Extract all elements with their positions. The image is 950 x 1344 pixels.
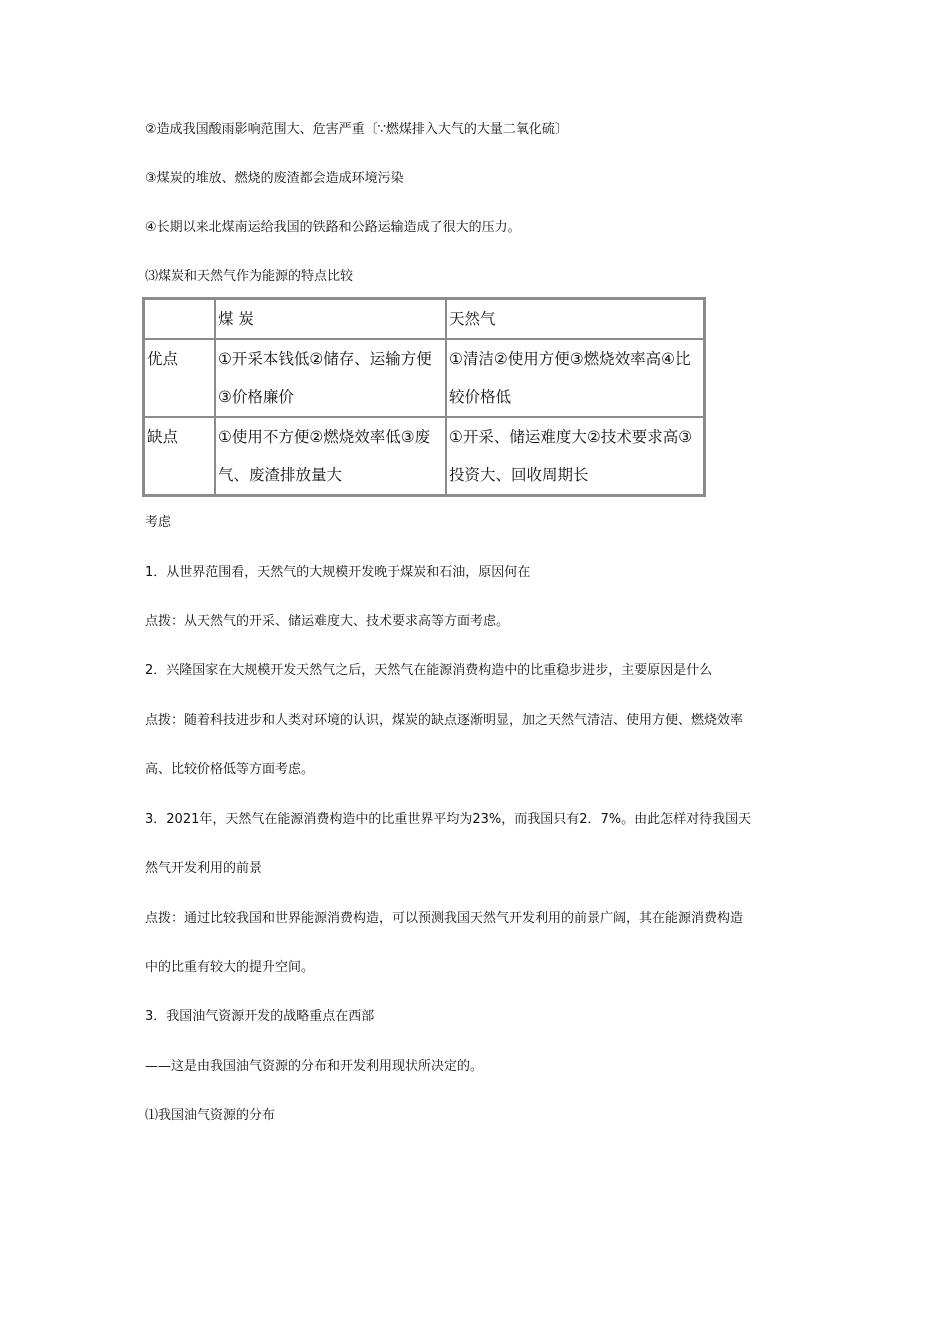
table-row: [144, 417, 704, 495]
table-header-row: [144, 299, 704, 339]
question-3-continued: 然气开发利用的前景: [145, 861, 263, 876]
subsection-heading: ⑴我国油气资源的分布: [145, 1108, 276, 1123]
cell-coal-disadvantages: ①使用不方便②燃烧效率低③废气、废渣排放量大: [215, 417, 446, 495]
header-cell-coal: 煤 炭: [215, 299, 446, 339]
hint-1: 点拨：从天然气的开采、储运难度大、技术要求高等方面考虑。: [145, 614, 510, 629]
paragraph: ④长期以来北煤南运给我国的铁路和公路运输造成了很大的压力。: [145, 220, 521, 235]
header-cell-gas: 天然气: [446, 299, 704, 339]
cell-coal-advantages: ①开采本钱低②储存、运输方便③价格廉价: [215, 339, 446, 417]
question-3: 3．2021年，天然气在能源消费构造中的比重世界平均为23%，而我国只有2．7%。由此怎样对待我国天: [145, 812, 752, 827]
question-1: 1．从世界范围看，天然气的大规模开发晚于煤炭和石油，原因何在: [145, 565, 531, 580]
paragraph: ——这是由我国油气资源的分布和开发利用现状所决定的。: [145, 1059, 484, 1074]
comparison-table: [142, 297, 706, 497]
cell-gas-advantages: ①清洁②使用方便③燃烧效率高④比较价格低: [446, 339, 704, 417]
row-label-advantages: 优点: [144, 339, 215, 417]
hint-2: 点拨：随着科技进步和人类对环境的认识，煤炭的缺点逐渐明显，加之天然气清洁、使用方便、燃烧效率: [145, 713, 744, 728]
table-row: [144, 339, 704, 417]
cell-gas-disadvantages: ①开采、储运难度大②技术要求高③投资大、回收周期长: [446, 417, 704, 495]
section-heading-3: 3．我国油气资源开发的战略重点在西部: [145, 1009, 375, 1024]
row-label-disadvantages: 缺点: [144, 417, 215, 495]
header-cell-empty: [144, 299, 215, 339]
question-2: 2．兴隆国家在大规模开发天然气之后，天然气在能源消费构造中的比重稳步进步，主要原因是什么: [145, 663, 713, 678]
paragraph: ②造成我国酸雨影响范围大、危害严重〔∵燃煤排入大气的大量二氧化硫〕: [145, 122, 568, 137]
table-caption: ⑶煤炭和天然气作为能源的特点比较: [145, 269, 354, 284]
hint-3: 点拨：通过比较我国和世界能源消费构造，可以预测我国天然气开发利用的前景广阔，其在能源消费构造: [145, 911, 744, 926]
paragraph: ③煤炭的堆放、燃烧的废渣都会造成环境污染: [145, 171, 404, 186]
section-heading: 考虑: [145, 515, 172, 530]
hint-2-continued: 高、比较价格低等方面考虑。: [145, 762, 315, 777]
hint-3-continued: 中的比重有较大的提升空间。: [145, 960, 315, 975]
